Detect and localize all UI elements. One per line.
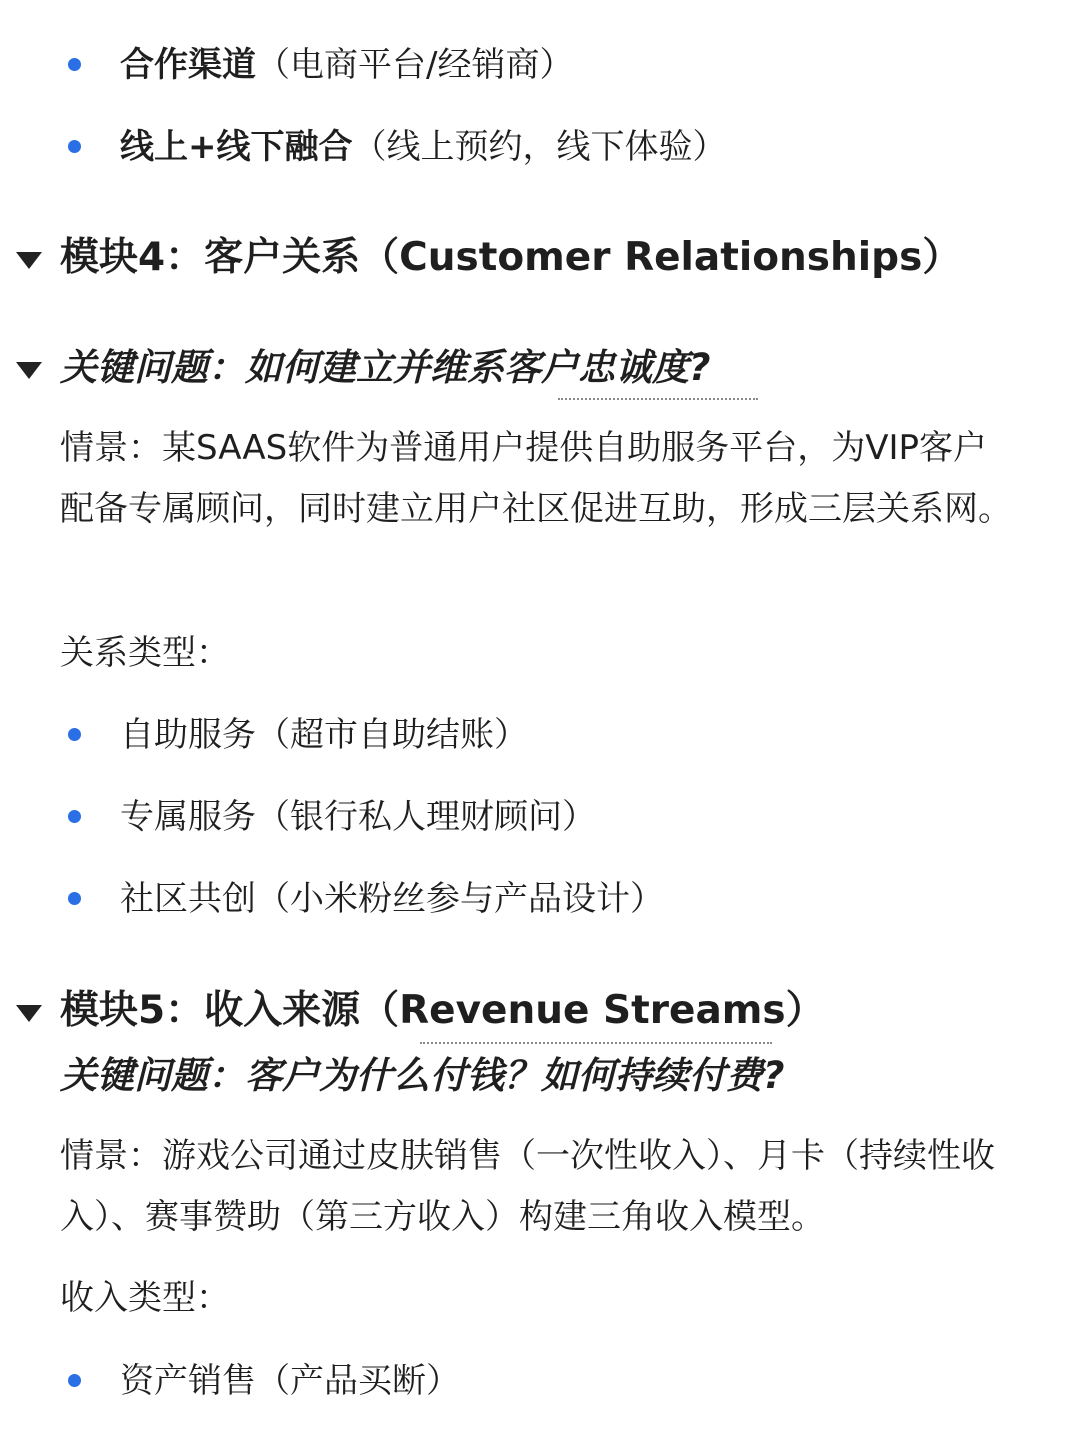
module4-question: 关键问题：如何建立并维系客户忠诚度? xyxy=(60,346,711,389)
bullet-icon xyxy=(68,58,81,71)
module4-scenario: 情景：某SAAS软件为普通用户提供自助服务平台，为VIP客户配备专属顾问，同时建立用户社区促进互助，形成三层关系网。 xyxy=(60,428,1012,529)
module4-heading: 模块4：客户关系（Customer Relationships） xyxy=(60,235,962,280)
item-text: （电商平台/经销商） xyxy=(256,45,574,85)
module5-heading: 模块5：收入来源（Revenue Streams） xyxy=(60,988,825,1033)
module5-question: 关键问题：客户为什么付钱？如何持续付费? xyxy=(60,1054,785,1097)
collapse-toggle-icon[interactable] xyxy=(16,252,42,269)
collapse-toggle-icon[interactable] xyxy=(16,362,42,379)
module4-types-label: 关系类型： xyxy=(60,633,230,673)
bullet-icon xyxy=(68,728,81,741)
item-text: 社区共创（小米粉丝参与产品设计） xyxy=(120,879,664,919)
item-text: 自助服务（超市自助结账） xyxy=(120,715,528,755)
spell-check-underline xyxy=(558,398,758,400)
module5-types-label: 收入类型： xyxy=(60,1278,230,1318)
item-text: （线上预约，线下体验） xyxy=(352,127,727,167)
item-bold-text: 线上+线下融合 xyxy=(120,127,353,167)
bullet-icon xyxy=(68,1374,81,1387)
bullet-icon xyxy=(68,892,81,905)
bullet-icon xyxy=(68,810,81,823)
item-text: 资产销售（产品买断） xyxy=(120,1361,460,1401)
item-text: 专属服务（银行私人理财顾问） xyxy=(120,797,596,837)
item-bold-text: 合作渠道 xyxy=(120,45,256,85)
module5-scenario: 情景：游戏公司通过皮肤销售（一次性收入）、月卡（持续性收入）、赛事赞助（第三方收入）构建三角收入模型。 xyxy=(60,1136,995,1237)
bullet-icon xyxy=(68,140,81,153)
collapse-toggle-icon[interactable] xyxy=(16,1005,42,1022)
spell-check-underline xyxy=(420,1042,772,1044)
